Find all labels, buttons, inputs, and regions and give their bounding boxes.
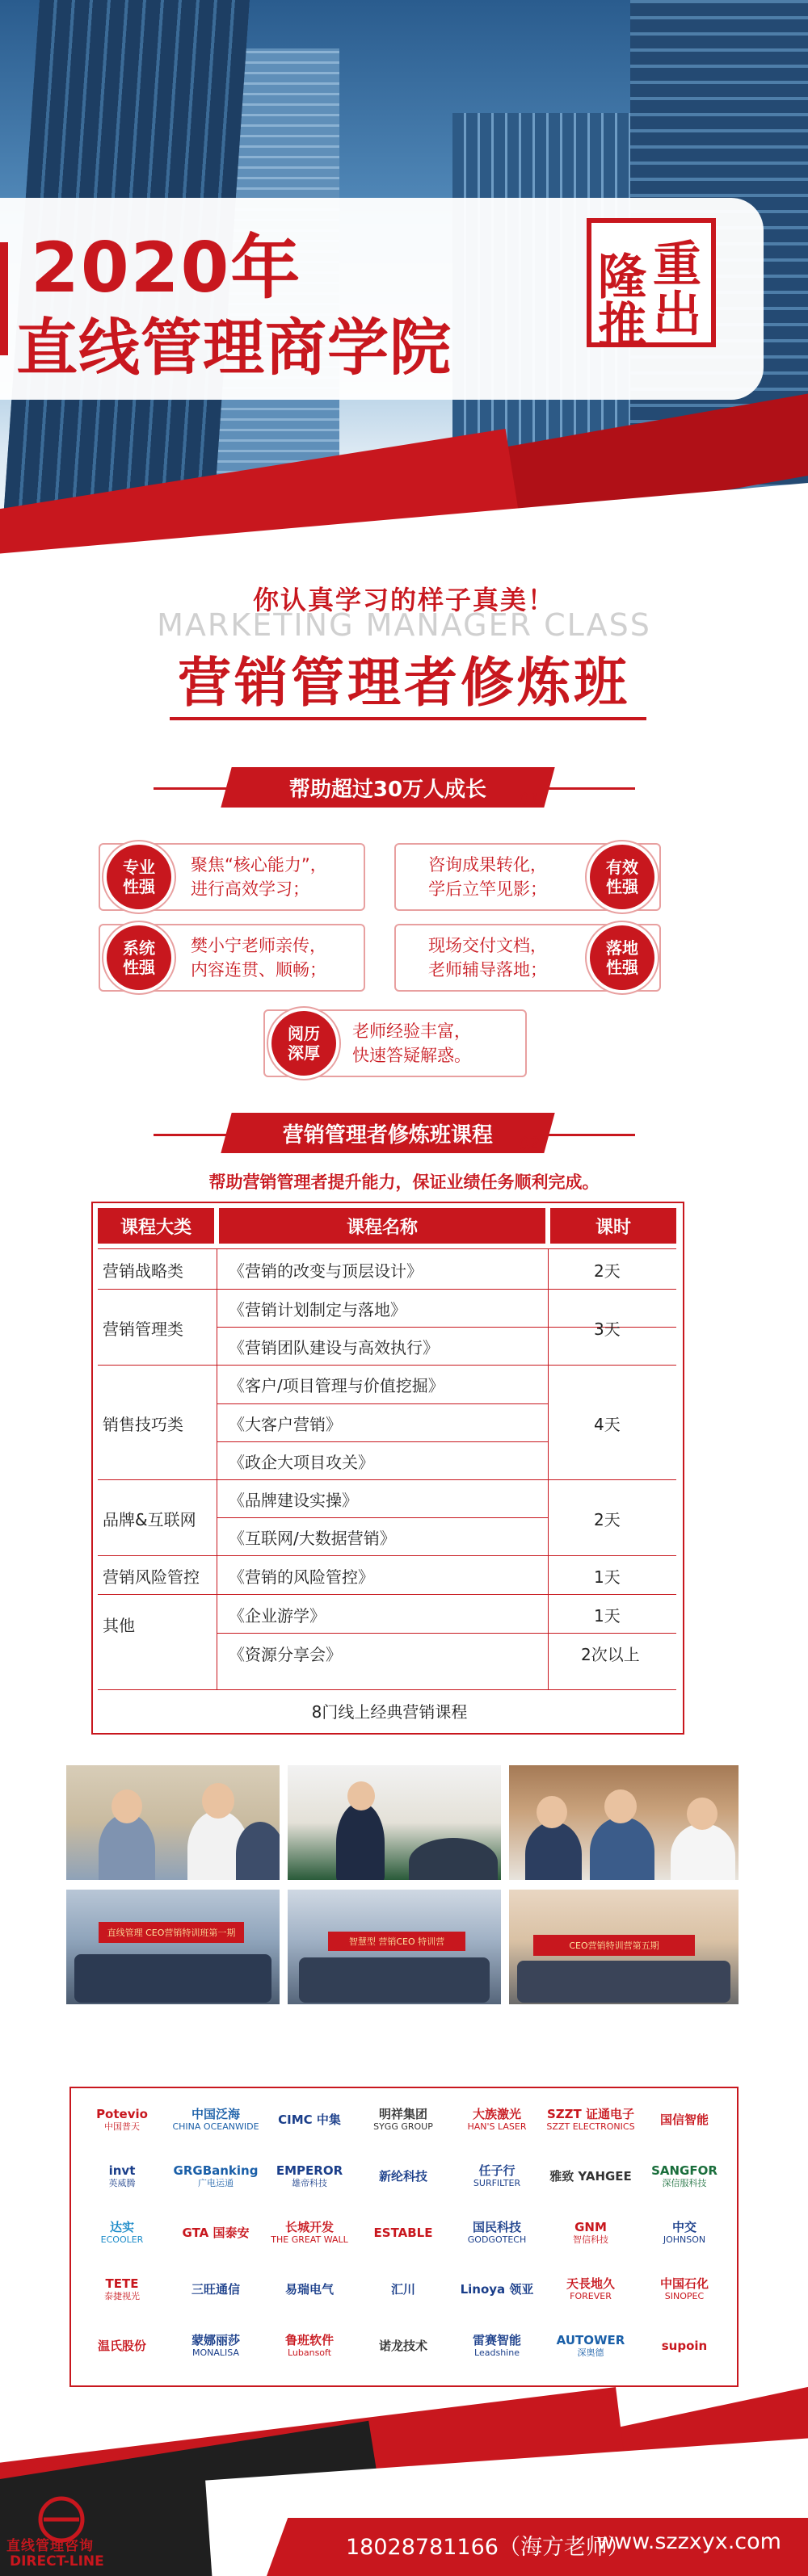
client-logo-name: 中交	[671, 2220, 696, 2234]
client-logo	[452, 2211, 541, 2255]
section-line	[546, 1134, 635, 1136]
table-cell-category: 品牌&互联网	[103, 1509, 196, 1529]
client-logo-name: 易瑞电气	[284, 2281, 334, 2297]
client-logo-subtitle: GODGOTECH	[467, 2234, 527, 2245]
photo-banner: 智慧型 营销CEO 特训营	[328, 1932, 465, 1951]
table-cell-course: 《营销的改变与顶层设计》	[229, 1261, 423, 1281]
main-title: 营销管理者修炼班	[178, 652, 630, 714]
table-divider	[98, 1594, 676, 1595]
client-logo	[78, 2098, 166, 2142]
hero-banner	[0, 0, 808, 565]
client-logo-subtitle: SZZT ELECTRONICS	[546, 2121, 635, 2132]
table-cell-course: 《资源分享会》	[229, 1644, 342, 1664]
table-divider	[98, 1289, 676, 1290]
feature-badge: 阅历 深厚	[271, 1011, 336, 1076]
client-logo-subtitle: 雄帝科技	[292, 2178, 327, 2188]
client-logo	[265, 2324, 354, 2368]
feature-box	[394, 843, 661, 911]
client-logo	[546, 2324, 635, 2368]
client-logo-subtitle: SINOPEC	[664, 2291, 705, 2301]
client-logo-name: 汇川	[390, 2281, 415, 2297]
client-logo	[265, 2154, 354, 2198]
client-logo-subtitle: 英威腾	[108, 2178, 136, 2188]
feature-text: 樊小宁老师亲传， 内容连贯、顺畅；	[191, 936, 326, 980]
client-logo-name: 天長地久	[566, 2276, 615, 2291]
feature-box	[394, 924, 661, 992]
client-logo-subtitle: 深信服科技	[662, 2178, 707, 2188]
client-logo-name: Linoya 领亚	[460, 2281, 534, 2297]
table-cell-hours: 2次以上	[581, 1644, 640, 1664]
client-logo-name: 国信智能	[659, 2112, 709, 2127]
client-logo-name: ESTABLE	[373, 2225, 433, 2240]
section-line	[154, 1134, 234, 1136]
table-divider	[217, 1517, 548, 1518]
client-logo	[78, 2268, 166, 2311]
section-number: 02	[519, 1134, 540, 1153]
table-header-course: 课程名称	[219, 1208, 545, 1244]
client-logo-name: SANGFOR	[651, 2163, 718, 2178]
client-logo-name: 雅致 YAHGEE	[549, 2168, 632, 2184]
client-logo-subtitle: SYGG GROUP	[373, 2121, 433, 2132]
client-logo-name: 诺龙技术	[378, 2338, 427, 2353]
section-header-01	[221, 767, 554, 808]
class-photo	[288, 1765, 501, 1880]
client-logo	[359, 2098, 448, 2142]
hero-school-name: 直线管理商学院	[16, 312, 452, 384]
footer-phone: 18028781166（海方老师）	[346, 2535, 629, 2560]
table-cell-hours: 3天	[594, 1319, 621, 1339]
client-logo-name: AUTOWER	[556, 2333, 625, 2347]
table-divider	[98, 1365, 676, 1366]
client-logo-name: EMPEROR	[276, 2163, 343, 2178]
table-cell-category: 销售技巧类	[103, 1414, 183, 1434]
title-divider	[170, 717, 646, 720]
client-logo-name: 长城开发	[284, 2220, 334, 2234]
table-cell-hours: 1天	[594, 1605, 621, 1626]
client-logo-name: GNM	[574, 2220, 607, 2234]
course-intro: 帮助营销管理者提升能力，保证业绩任务顺利完成。	[208, 1173, 600, 1192]
client-logo-name: 蒙娜丽莎	[191, 2333, 240, 2347]
table-cell-course: 《营销计划制定与落地》	[229, 1299, 406, 1319]
client-logo-subtitle: MONALISA	[192, 2347, 239, 2358]
table-cell-hours: 4天	[594, 1414, 621, 1434]
table-cell-course: 《品牌建设实操》	[229, 1490, 358, 1510]
client-logo-name: CIMC 中集	[278, 2112, 341, 2127]
decor-accent	[0, 242, 8, 355]
client-logo-name: 国民科技	[472, 2220, 521, 2234]
class-photo	[66, 1765, 280, 1880]
client-logo	[171, 2154, 260, 2198]
client-logo	[452, 2324, 541, 2368]
client-logo-name: 达实	[109, 2220, 134, 2234]
table-footer-note: 8门线上经典营销课程	[311, 1702, 468, 1722]
client-logo-wall	[69, 2087, 739, 2387]
table-cell-course: 《企业游学》	[229, 1605, 326, 1626]
table-cell-category: 营销风险管控	[103, 1567, 200, 1587]
client-logo-subtitle: JOHNSON	[663, 2234, 706, 2245]
table-cell-hours: 2天	[594, 1261, 621, 1281]
feature-text: 老师经验丰富， 快速答疑解惑。	[352, 1022, 471, 1065]
photo-banner: 直线管理 CEO营销特训班第一期	[99, 1922, 244, 1943]
table-cell-course: 《营销的风险管控》	[229, 1567, 374, 1587]
table-cell-category: 营销战略类	[103, 1261, 183, 1281]
client-logo	[546, 2154, 635, 2198]
client-logo	[171, 2324, 260, 2368]
feature-box	[263, 1009, 527, 1077]
client-logo-name: 鲁班软件	[284, 2333, 334, 2347]
client-logo-name: invt	[108, 2163, 136, 2178]
class-photo	[509, 1765, 739, 1880]
client-logo-subtitle: CHINA OCEANWIDE	[172, 2121, 259, 2132]
client-logo	[359, 2154, 448, 2198]
client-logo-subtitle: Lubansoft	[287, 2347, 332, 2358]
client-logo-subtitle: ECOOLER	[100, 2234, 144, 2245]
client-logo-name: supoin	[661, 2338, 708, 2353]
feature-text: 现场交付文档， 老师辅导落地；	[428, 936, 547, 980]
table-divider	[98, 1555, 676, 1556]
client-logo-name: 中国泛海	[191, 2107, 240, 2121]
table-divider	[548, 1248, 549, 1689]
client-logo-subtitle: 广电运通	[198, 2178, 234, 2188]
client-logo	[171, 2268, 260, 2311]
feature-badge: 落地 性强	[590, 925, 654, 990]
section-line	[546, 787, 635, 790]
client-logo	[546, 2211, 635, 2255]
client-logo	[640, 2098, 729, 2142]
client-logo-subtitle: THE GREAT WALL	[271, 2234, 348, 2245]
client-logo	[265, 2211, 354, 2255]
client-logo-subtitle: 泰捷视光	[104, 2291, 140, 2301]
client-logo-subtitle: SURFILTER	[473, 2178, 521, 2188]
seal-char: 出	[653, 287, 701, 343]
table-cell-course: 《大客户营销》	[229, 1414, 342, 1434]
feature-badge: 有效 性强	[590, 845, 654, 909]
section-header-label: 营销管理者修炼班课程	[282, 1122, 493, 1147]
table-cell-course: 《政企大项目攻关》	[229, 1452, 374, 1472]
group-photo	[288, 1890, 501, 2004]
tagline: 你认真学习的样子真美！	[252, 585, 555, 615]
client-logo-subtitle: 中国普天	[104, 2121, 140, 2132]
client-logo-name: 三旺通信	[191, 2281, 240, 2297]
client-logo-name: 雷赛智能	[472, 2333, 521, 2347]
client-logo	[265, 2268, 354, 2311]
table-cell-course: 《互联网/大数据营销》	[229, 1528, 396, 1548]
client-logo	[640, 2324, 729, 2368]
feature-box	[99, 843, 365, 911]
footer-website: www.szzxyx.com	[596, 2529, 781, 2554]
table-cell-course: 《客户/项目管理与价值挖掘》	[229, 1375, 444, 1395]
feature-box	[99, 924, 365, 992]
table-divider	[217, 1403, 548, 1404]
client-logo-name: TETE	[105, 2276, 139, 2291]
client-logo-name: GTA 国泰安	[182, 2225, 250, 2240]
client-logo-subtitle: 智信科技	[573, 2234, 608, 2245]
client-logo	[78, 2154, 166, 2198]
client-logo-name: Potevio	[96, 2107, 148, 2121]
feature-text: 咨询成果转化， 学后立竿见影；	[428, 855, 547, 899]
seal-char: 推	[598, 298, 646, 355]
client-logo-subtitle: HAN'S LASER	[467, 2121, 527, 2132]
table-divider	[217, 1441, 548, 1442]
english-subtitle: MARKETING MANAGER CLASS	[157, 607, 651, 643]
group-photo	[509, 1890, 739, 2004]
section-number: 01	[519, 790, 540, 809]
client-logo-subtitle: FOREVER	[570, 2291, 612, 2301]
client-logo	[546, 2268, 635, 2311]
group-photo	[66, 1890, 280, 2004]
client-logo	[359, 2324, 448, 2368]
client-logo	[452, 2154, 541, 2198]
client-logo-subtitle: Leadshine	[474, 2347, 520, 2358]
table-cell-course: 《营销团队建设与高效执行》	[229, 1337, 439, 1357]
table-cell-category: 其他	[103, 1615, 135, 1635]
client-logo-subtitle: 深奥德	[577, 2347, 604, 2358]
client-logo-name: 大族激光	[472, 2107, 521, 2121]
client-logo-name: 新纶科技	[378, 2168, 427, 2184]
client-logo	[265, 2098, 354, 2142]
client-logo-name: GRGBanking	[173, 2163, 259, 2178]
section-header-02	[221, 1113, 554, 1153]
client-logo-name: 中国石化	[659, 2276, 709, 2291]
table-divider	[217, 1633, 676, 1634]
footer-company-en: DIRECT-LINE	[10, 2553, 104, 2570]
client-logo	[452, 2268, 541, 2311]
hero-year-title: 2020年	[31, 228, 302, 308]
feature-badge: 专业 性强	[107, 845, 171, 909]
client-logo	[78, 2324, 166, 2368]
section-line	[154, 787, 234, 790]
client-logo	[359, 2211, 448, 2255]
footer-company-cn: 直线管理咨询	[6, 2538, 94, 2554]
client-logo	[78, 2211, 166, 2255]
client-logo-name: SZZT 证通电子	[546, 2107, 634, 2121]
table-header-hours: 课时	[550, 1208, 676, 1244]
table-divider	[98, 1689, 676, 1690]
table-header-category: 课程大类	[98, 1208, 214, 1244]
feature-badge: 系统 性强	[107, 925, 171, 990]
seal-char: 重	[653, 237, 701, 293]
client-logo	[171, 2211, 260, 2255]
client-logo	[171, 2098, 260, 2142]
photo-banner: CEO营销特训营第五期	[533, 1935, 695, 1956]
section-header-label: 帮助超过30万人成长	[288, 777, 487, 802]
client-logo-name: 温氏股份	[97, 2338, 146, 2353]
seal-stamp	[587, 218, 716, 355]
table-divider	[98, 1248, 676, 1249]
client-logo	[640, 2154, 729, 2198]
client-logo	[359, 2268, 448, 2311]
client-logo-name: 任子行	[478, 2163, 516, 2178]
table-cell-hours: 1天	[594, 1567, 621, 1587]
client-logo-name: 明祥集团	[378, 2107, 427, 2121]
client-logo	[640, 2211, 729, 2255]
table-cell-category: 营销管理类	[103, 1319, 183, 1339]
course-table	[91, 1202, 684, 1735]
feature-text: 聚焦“核心能力”， 进行高效学习；	[191, 855, 327, 899]
table-divider	[98, 1479, 676, 1480]
client-logo	[452, 2098, 541, 2142]
client-logo	[640, 2268, 729, 2311]
client-logo	[546, 2098, 635, 2142]
table-cell-hours: 2天	[594, 1509, 621, 1529]
seal-char: 隆	[598, 250, 646, 306]
